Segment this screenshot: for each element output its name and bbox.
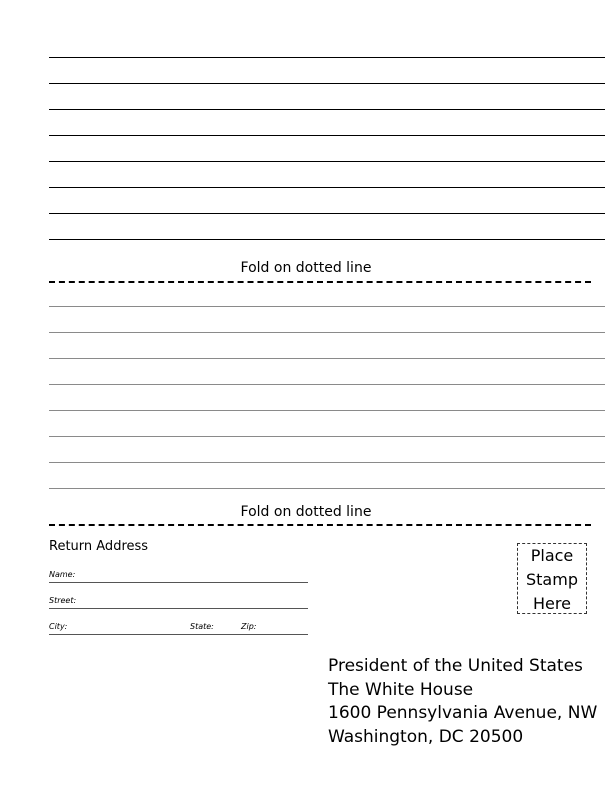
street-label: Street: — [49, 596, 77, 605]
recipient-line1: President of the United States — [328, 656, 583, 676]
stamp-box — [517, 543, 587, 614]
street-field-line[interactable] — [49, 608, 308, 609]
fold-label-top: Fold on dotted line — [240, 260, 372, 276]
writing-line — [49, 109, 605, 110]
writing-line — [49, 462, 605, 463]
fold-line-top — [49, 281, 591, 283]
state-label: State: — [190, 622, 214, 631]
stamp-text-line3: Here — [533, 594, 571, 613]
writing-line — [49, 161, 605, 162]
zip-label: Zip: — [241, 622, 257, 631]
fold-line-bottom — [49, 524, 591, 526]
city-label: City: — [49, 622, 68, 631]
writing-line — [49, 358, 605, 359]
writing-line — [49, 410, 605, 411]
writing-line — [49, 436, 605, 437]
writing-line — [49, 135, 605, 136]
stamp-text-line2: Stamp — [526, 570, 578, 589]
writing-line — [49, 306, 605, 307]
return-address-title: Return Address — [49, 539, 149, 554]
recipient-line3: 1600 Pennsylvania Avenue, NW — [328, 703, 598, 723]
writing-line — [49, 83, 605, 84]
writing-line — [49, 488, 605, 489]
name-field-line[interactable] — [49, 582, 308, 583]
recipient-line4: Washington, DC 20500 — [328, 726, 524, 747]
city-field-line[interactable] — [49, 634, 308, 635]
recipient-line2: The White House — [328, 679, 474, 700]
writing-line — [49, 57, 605, 58]
writing-line — [49, 187, 605, 188]
stamp-text-line1: Place — [530, 546, 574, 565]
writing-line — [49, 384, 605, 385]
writing-line — [49, 239, 605, 240]
name-label: Name: — [49, 570, 76, 579]
fold-label-bottom: Fold on dotted line — [240, 504, 372, 520]
writing-line — [49, 332, 605, 333]
recipient-address — [328, 655, 597, 749]
writing-line — [49, 213, 605, 214]
